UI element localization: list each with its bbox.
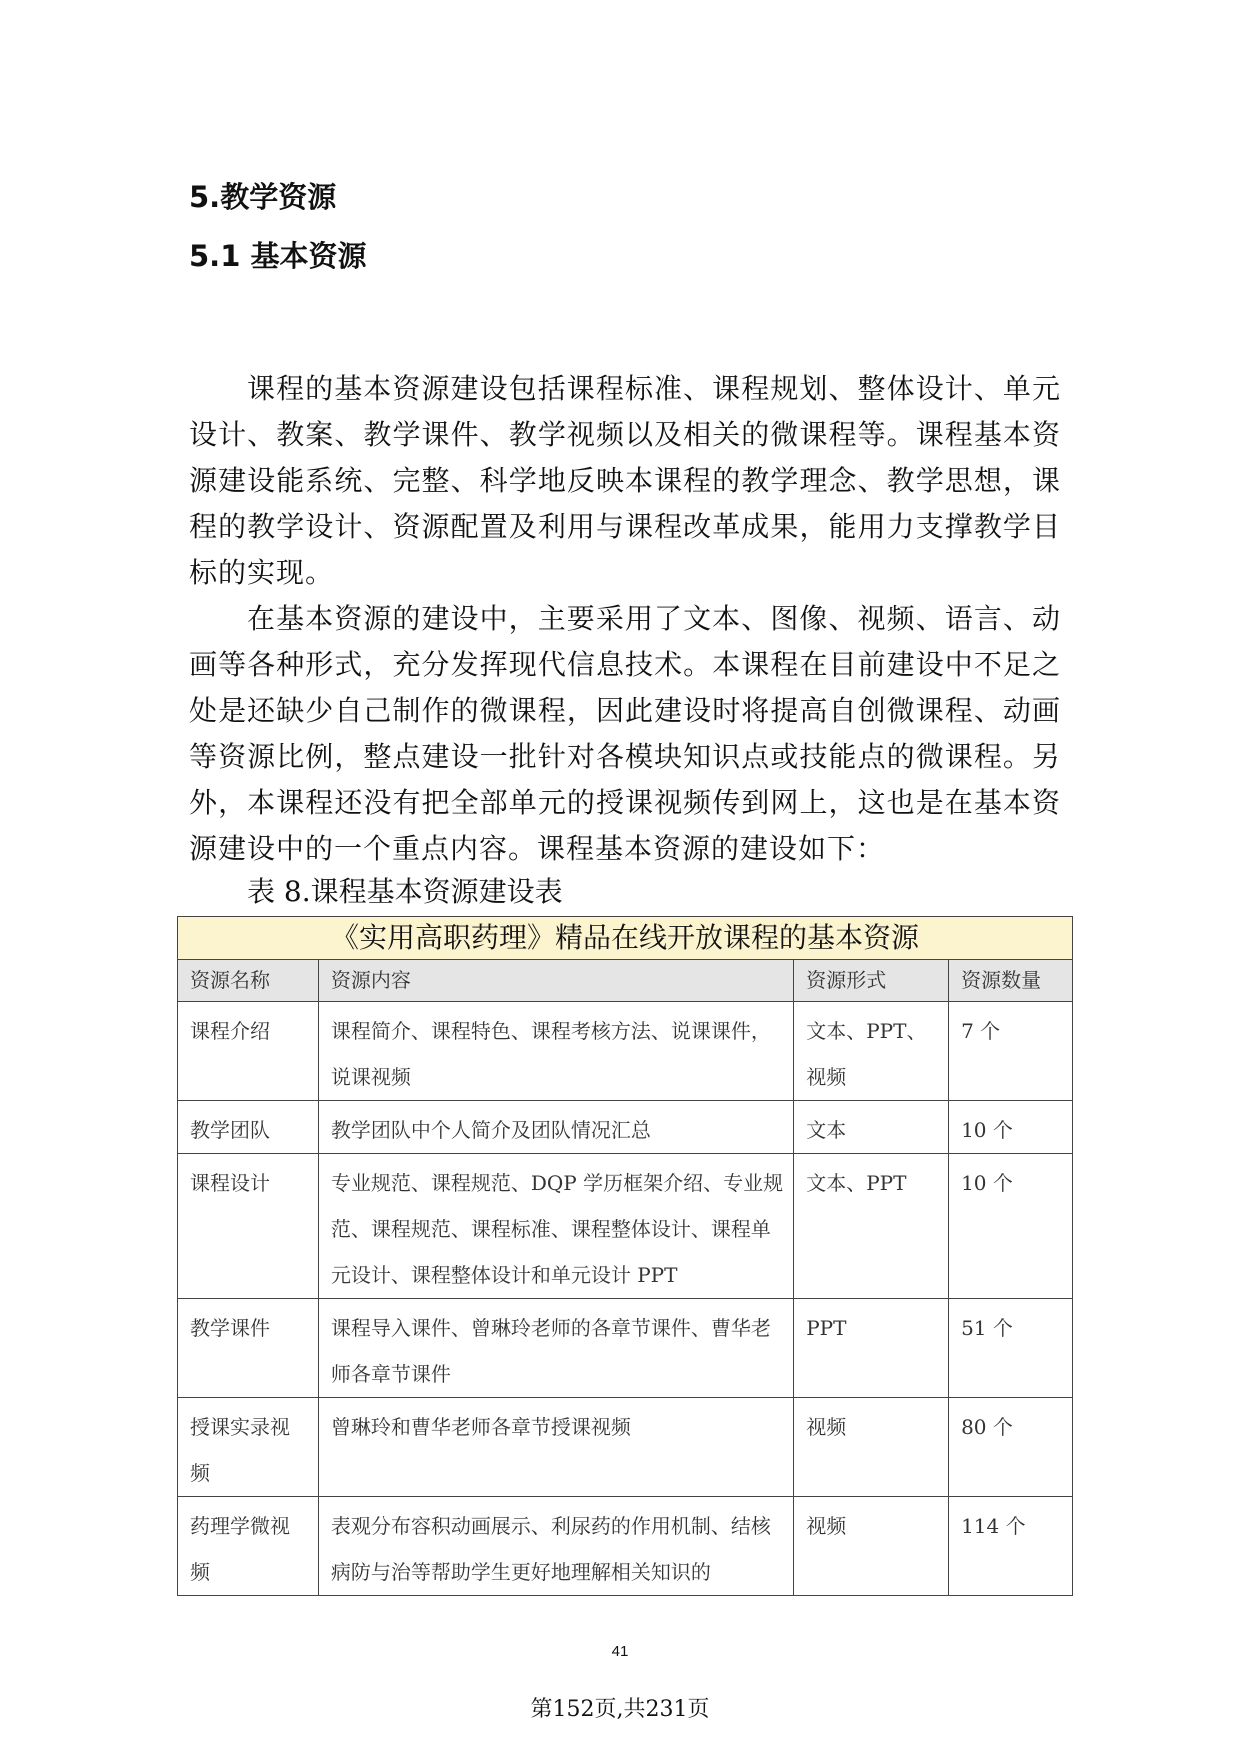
paragraph: 在基本资源的建设中，主要采用了文本、图像、视频、语言、动画等各种形式，充分发挥现代信息技术。本课程在目前建设中不足之处是还缺少自己制作的微课程，因此建设时将提高自创微课程、动画等资源比例，整点建设一批针对各模块知识点或技能点的微课程。另外，本课程还没有把全部单元的授课视频传到网上，这也是在基本资源建设中的一个重点内容。课程基本资源的建设如下： [189, 602, 1061, 865]
table-cell: 视频 [794, 1398, 949, 1497]
table-cell: 授课实录视频 [178, 1398, 319, 1497]
table-row [178, 1101, 1073, 1154]
table-cell: 51 个 [949, 1299, 1073, 1398]
table-cell: 教学课件 [178, 1299, 319, 1398]
table-row [178, 1398, 1073, 1497]
table-row [178, 1497, 1073, 1596]
table-cell: 114 个 [949, 1497, 1073, 1596]
column-header: 资源数量 [949, 960, 1073, 1002]
table-cell: 视频 [794, 1497, 949, 1596]
table-cell: 课程简介、课程特色、课程考核方法、说课课件，说课视频 [318, 1002, 793, 1101]
page-footer: 第152页,共231页 [530, 1697, 710, 1722]
table-cell: 教学团队中个人简介及团队情况汇总 [318, 1101, 793, 1154]
table-cell: PPT [794, 1299, 949, 1398]
subsection-heading: 5.1 基本资源 [189, 239, 367, 273]
table-cell: 表观分布容积动画展示、利尿药的作用机制、结核病防与治等帮助学生更好地理解相关知识的 [318, 1497, 793, 1596]
column-header: 资源内容 [318, 960, 793, 1002]
table-cell: 80 个 [949, 1398, 1073, 1497]
column-header: 资源形式 [794, 960, 949, 1002]
table-cell: 课程介绍 [178, 1002, 319, 1101]
table-cell: 7 个 [949, 1002, 1073, 1101]
body-text [189, 366, 1061, 872]
table-cell: 专业规范、课程规范、DQP 学历框架介绍、专业规范、课程规范、课程标准、课程整体设计、课程单元设计、课程整体设计和单元设计 PPT [318, 1154, 793, 1299]
column-header: 资源名称 [178, 960, 319, 1002]
table-title-row [178, 917, 1073, 960]
paragraph: 课程的基本资源建设包括课程标准、课程规划、整体设计、单元设计、教案、教学课件、教学视频以及相关的微课程等。课程基本资源建设能系统、完整、科学地反映本课程的教学理念、教学思想，课程的教学设计、资源配置及利用与课程改革成果，能用力支撑教学目标的实现。 [189, 372, 1061, 589]
table-header-row [178, 960, 1073, 1002]
table-caption: 表 8.课程基本资源建设表 [247, 875, 563, 908]
table-cell: 10 个 [949, 1101, 1073, 1154]
table-row [178, 1154, 1073, 1299]
table-cell: 教学团队 [178, 1101, 319, 1154]
table-row [178, 1299, 1073, 1398]
table-title: 《实用高职药理》精品在线开放课程的基本资源 [178, 917, 1073, 960]
resource-table [177, 916, 1073, 1596]
table-cell: 文本、PPT、视频 [794, 1002, 949, 1101]
table-cell: 文本、PPT [794, 1154, 949, 1299]
table-cell: 10 个 [949, 1154, 1073, 1299]
section-heading: 5.教学资源 [189, 180, 337, 214]
table-cell: 曾琳玲和曹华老师各章节授课视频 [318, 1398, 793, 1497]
table-row [178, 1002, 1073, 1101]
table-cell: 课程导入课件、曾琳玲老师的各章节课件、曹华老师各章节课件 [318, 1299, 793, 1398]
page-number: 41 [611, 1643, 629, 1660]
table-cell: 课程设计 [178, 1154, 319, 1299]
table-cell: 文本 [794, 1101, 949, 1154]
table-cell: 药理学微视频 [178, 1497, 319, 1596]
